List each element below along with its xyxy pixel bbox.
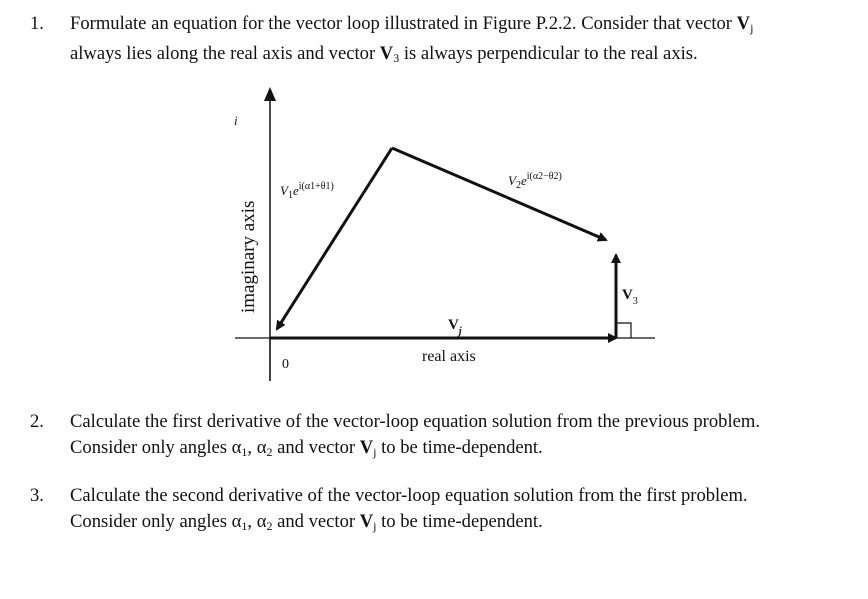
v3-symbol: V bbox=[622, 287, 633, 303]
real-axis-label: real axis bbox=[422, 348, 476, 365]
vector-vj-symbol: V bbox=[359, 511, 374, 532]
v1-subscript: 1 bbox=[287, 190, 293, 201]
alpha2-symbol: α bbox=[256, 511, 267, 532]
problem-2-text-b: and vector bbox=[272, 437, 360, 458]
problem-1-line-2 bbox=[70, 41, 858, 71]
vj-label bbox=[448, 317, 462, 337]
problem-2 bbox=[30, 409, 858, 465]
problem-3-number: 3. bbox=[30, 485, 44, 506]
v3-subscript: 3 bbox=[632, 296, 638, 307]
imaginary-axis-label: imaginary axis bbox=[238, 200, 259, 313]
vector-vj-symbol: V bbox=[736, 13, 751, 34]
alpha1-symbol: α bbox=[231, 437, 242, 458]
alpha1-symbol: α bbox=[231, 511, 242, 532]
problem-3-sep: , bbox=[247, 511, 257, 532]
right-angle-mark bbox=[616, 323, 631, 338]
problem-3 bbox=[30, 483, 858, 539]
vector-vj-subscript: j bbox=[750, 21, 754, 35]
problem-2-sep: , bbox=[247, 437, 257, 458]
v2-subscript: 2 bbox=[515, 180, 521, 191]
problem-3-text-b: and vector bbox=[272, 511, 360, 532]
vj-subscript: j bbox=[458, 326, 462, 337]
problem-1-text-c: is always perpendicular to the real axis. bbox=[399, 43, 698, 64]
alpha1-subscript: 1 bbox=[241, 519, 248, 533]
problem-1-text-b: always lies along the real axis and vector bbox=[70, 43, 380, 64]
v2-label bbox=[508, 171, 562, 191]
vector-vj-subscript: j bbox=[373, 445, 377, 459]
imaginary-axis-arrowhead bbox=[264, 87, 276, 101]
v1-symbol: V bbox=[280, 183, 288, 198]
problem-2-number: 2. bbox=[30, 411, 44, 432]
v1-exponent: i(α1+θ1) bbox=[298, 181, 334, 192]
problem-2-line-2 bbox=[70, 435, 858, 465]
vj-symbol: V bbox=[448, 317, 459, 333]
alpha1-subscript: 1 bbox=[241, 445, 248, 459]
vector-v3-subscript: 3 bbox=[393, 51, 400, 65]
vector-v3-symbol: V bbox=[379, 43, 394, 64]
figure-vector-loop bbox=[220, 85, 670, 385]
problem-3-line-2 bbox=[70, 509, 858, 539]
vector-vj-symbol: V bbox=[359, 437, 374, 458]
alpha2-subscript: 2 bbox=[266, 445, 273, 459]
i-label: i bbox=[234, 113, 238, 128]
problem-2-text-a: Consider only angles bbox=[70, 437, 232, 458]
problem-2-line-1: Calculate the first derivative of the vector-loop equation solution from the previous problem. bbox=[70, 411, 760, 432]
problem-1-line-1 bbox=[70, 11, 858, 41]
vector-v1-arrow bbox=[277, 148, 392, 329]
problem-1-text-a: Formulate an equation for the vector loop illustrated in Figure P.2.2. Consider that vector bbox=[70, 13, 737, 34]
problem-1-number: 1. bbox=[30, 13, 44, 34]
problem-3-line-1: Calculate the second derivative of the vector-loop equation solution from the first problem. bbox=[70, 485, 748, 506]
v2-e: e bbox=[520, 173, 527, 188]
problem-1 bbox=[30, 11, 858, 71]
v2-exponent: i(α2−θ2) bbox=[526, 171, 562, 182]
v2-symbol: V bbox=[508, 173, 516, 188]
problem-2-text-c: to be time-dependent. bbox=[376, 437, 543, 458]
v3-label bbox=[622, 287, 638, 307]
v1-label bbox=[280, 181, 334, 201]
vector-vj-subscript: j bbox=[373, 519, 377, 533]
v1-e: e bbox=[292, 183, 299, 198]
problem-3-text-c: to be time-dependent. bbox=[376, 511, 543, 532]
vector-v2-arrow bbox=[392, 148, 606, 240]
problem-3-text-a: Consider only angles bbox=[70, 511, 232, 532]
origin-label: 0 bbox=[282, 357, 289, 372]
alpha2-subscript: 2 bbox=[266, 519, 273, 533]
alpha2-symbol: α bbox=[256, 437, 267, 458]
